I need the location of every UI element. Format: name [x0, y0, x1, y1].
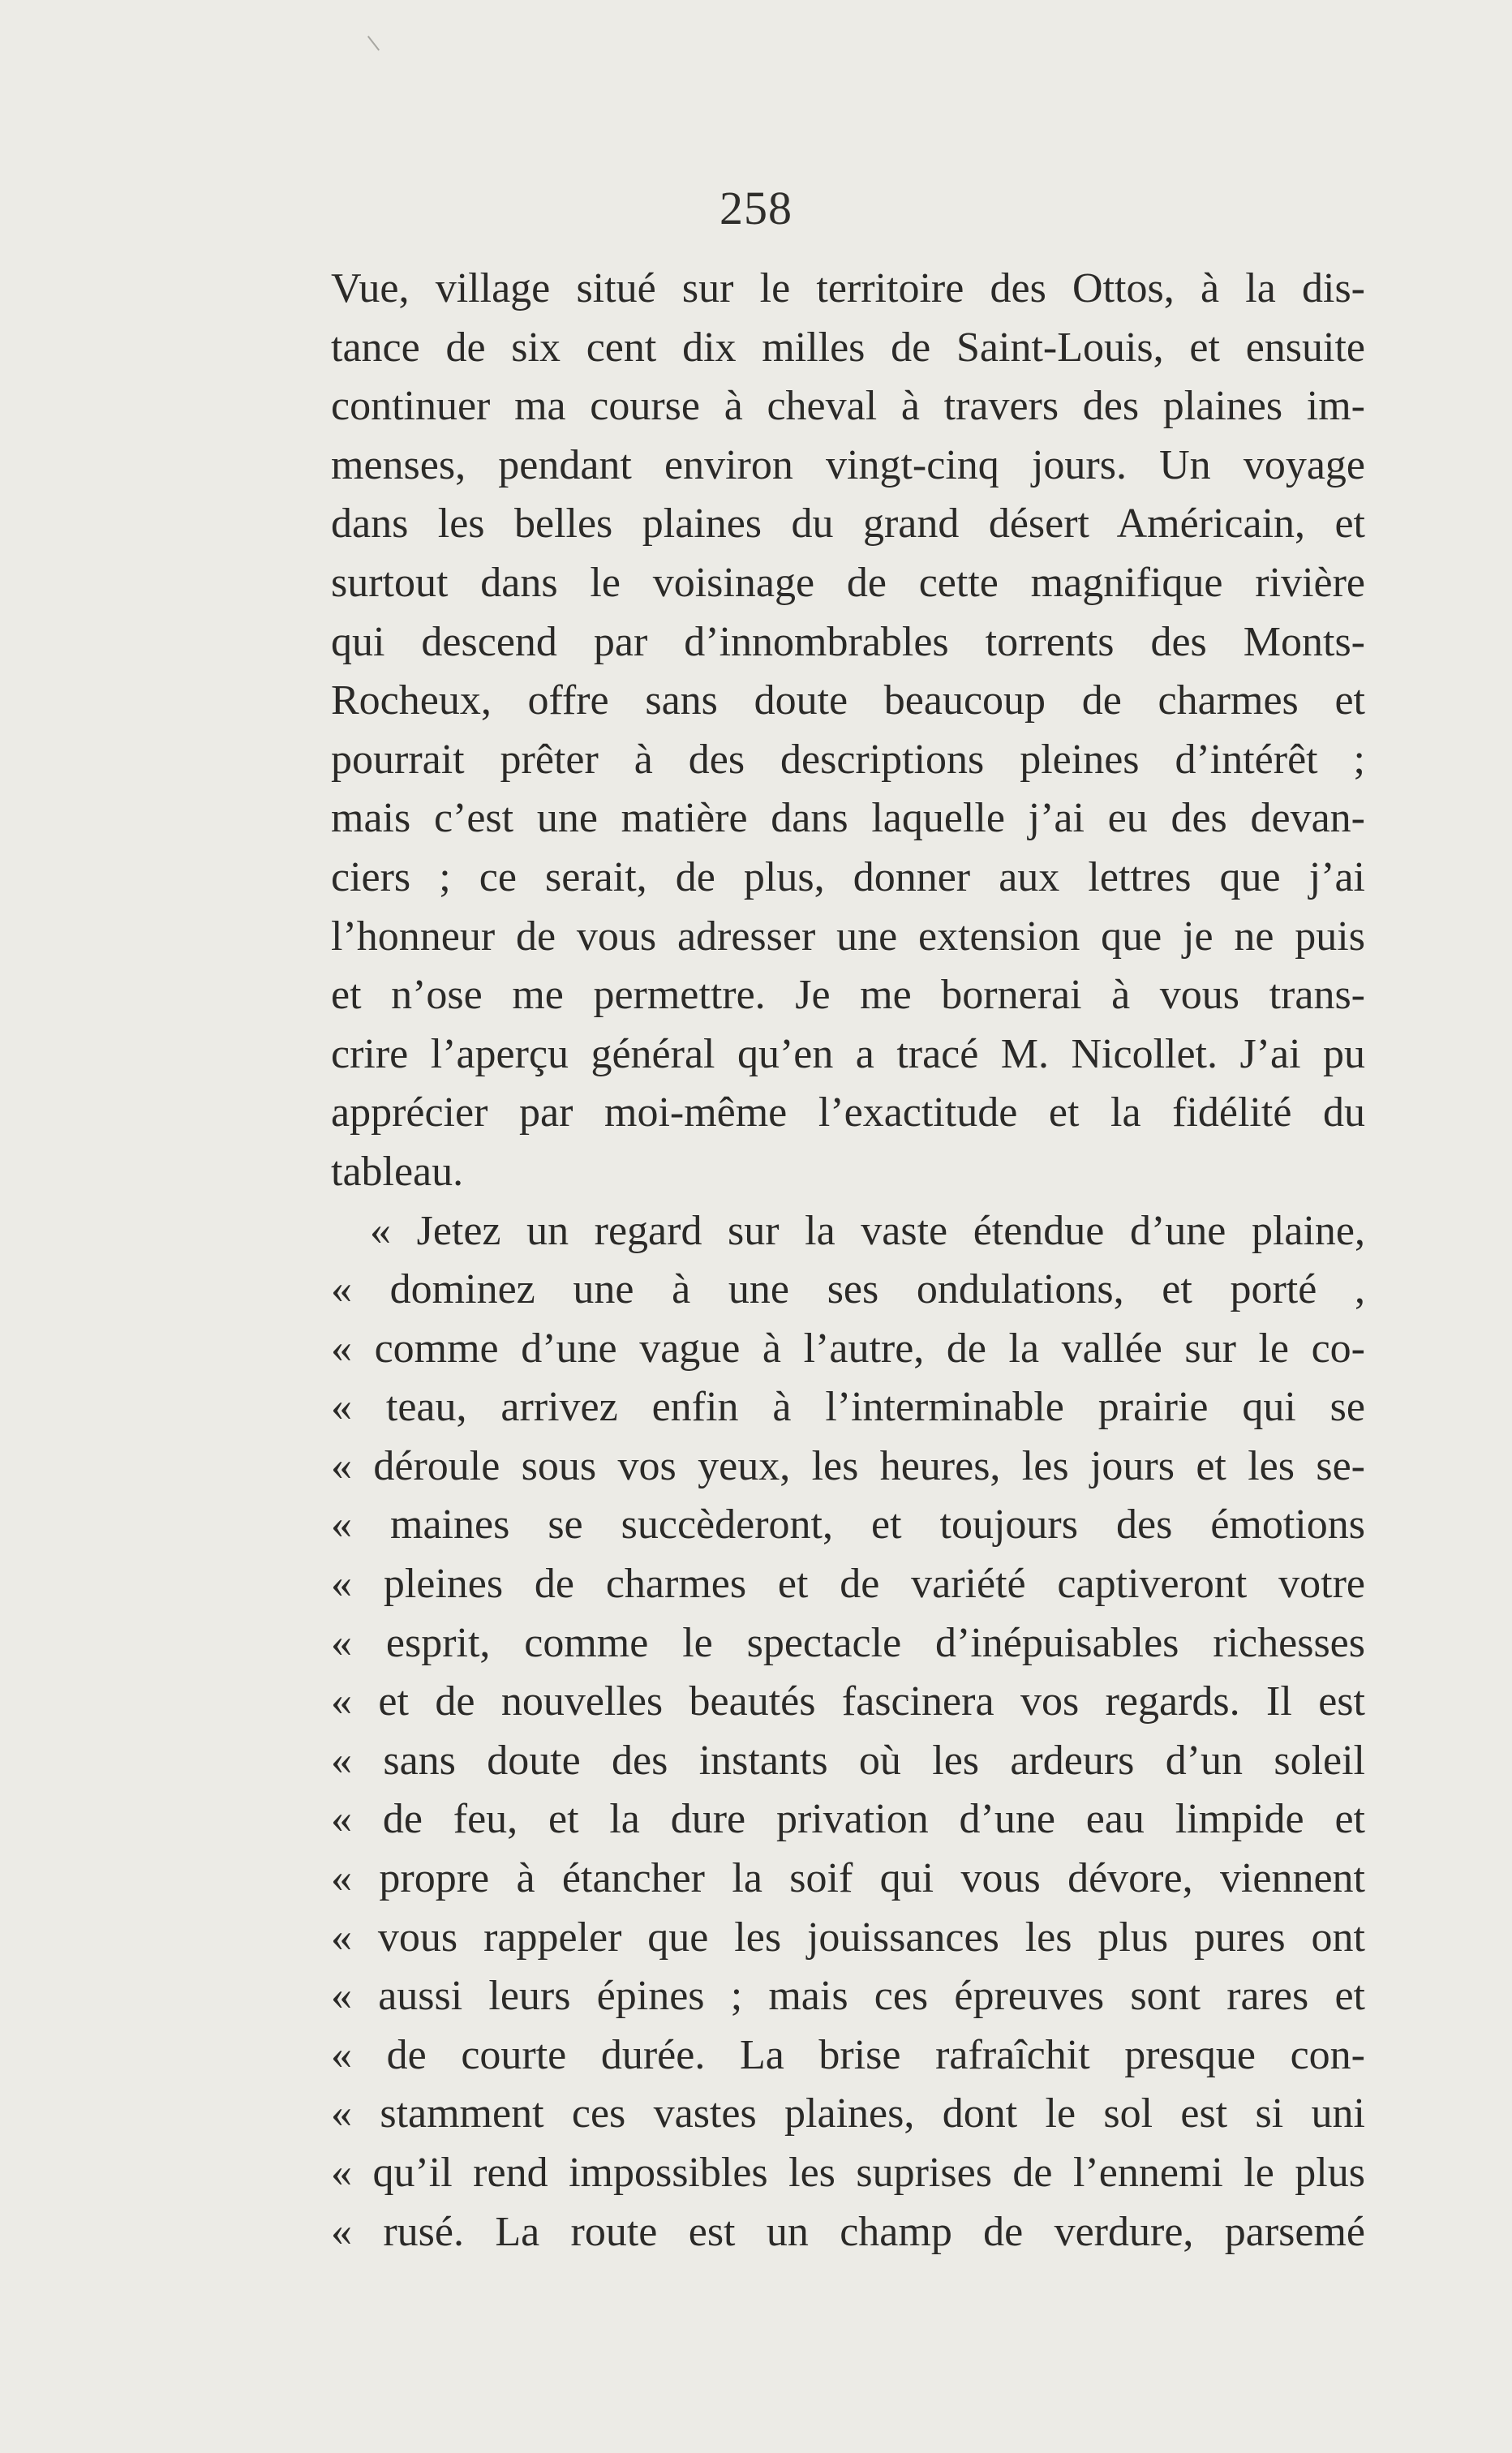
text-line: apprécier par moi-même l’exactitude et la fidélité du [331, 1089, 1365, 1136]
quote-line: « de courte durée. La brise rafraîchit presque con- [331, 2031, 1365, 2078]
quote-line: « pleines de charmes et de variété captiveront votre [331, 1561, 1365, 1608]
text-line: dans les belles plaines du grand désert Américain, et [331, 500, 1365, 548]
quote-line: « propre à étancher la soif qui vous dévore, viennent [331, 1855, 1365, 1902]
text-line: et n’ose me permettre. Je me bornerai à vous trans- [331, 972, 1365, 1019]
paragraph-end-line: tableau. [331, 1148, 464, 1195]
text-line: continuer ma course à cheval à travers des plaines im- [331, 383, 1365, 430]
quote-first-line: « Jetez un regard sur la vaste étendue d’une plaine, [370, 1207, 1365, 1254]
text-line: ciers ; ce serait, de plus, donner aux lettres que j’ai [331, 853, 1365, 900]
quote-line: « aussi leurs épines ; mais ces épreuves sont rares et [331, 1973, 1365, 2020]
text-line: pourrait prêter à des descriptions pleines d’intérêt ; [331, 736, 1365, 783]
quote-line: « et de nouvelles beautés fascinera vos regards. Il est [331, 1678, 1365, 1725]
quote-line: « déroule sous vos yeux, les heures, les jours et les se- [331, 1442, 1365, 1489]
quote-line: « sans doute des instants où les ardeurs d’un soleil [331, 1737, 1365, 1784]
text-line: l’honneur de vous adresser une extension que je ne puis [331, 913, 1365, 960]
quote-line: « maines se succèderont, et toujours des émotions [331, 1501, 1365, 1549]
text-line: Rocheux, offre sans doute beaucoup de charmes et [331, 677, 1365, 724]
quote-line: « qu’il rend impossibles les suprises de l’ennemi le plus [331, 2150, 1365, 2196]
quote-line: « vous rappeler que les jouissances les plus pures ont [331, 1914, 1365, 1961]
quote-line: « stamment ces vastes plaines, dont le sol est si uni [331, 2090, 1365, 2137]
text-line: crire l’aperçu général qu’en a tracé M. Nicollet. J’ai pu [331, 1030, 1365, 1077]
quote-line: « de feu, et la dure privation d’une eau limpide et [331, 1796, 1365, 1843]
text-line: qui descend par d’innombrables torrents des Monts- [331, 618, 1365, 665]
page-number: 258 [719, 182, 793, 234]
text-line: menses, pendant environ vingt-cinq jours. Un voyage [331, 441, 1365, 488]
text-line: Vue, village situé sur le territoire des Ottos, à la dis- [331, 265, 1365, 311]
text-line: tance de six cent dix milles de Saint-Louis, et ensuite [331, 324, 1365, 371]
text-line: mais c’est une matière dans laquelle j’ai eu des devan- [331, 795, 1365, 842]
quote-line: « comme d’une vague à l’autre, de la vallée sur le co- [331, 1325, 1365, 1372]
quote-line: « dominez une à une ses ondulations, et porté , [331, 1266, 1365, 1313]
text-line: surtout dans le voisinage de cette magnifique rivière [331, 559, 1365, 606]
quote-line: « rusé. La route est un champ de verdure, parsemé [331, 2208, 1365, 2255]
page-corner-mark [367, 28, 389, 50]
body-text [331, 260, 1365, 2262]
quote-line: « teau, arrivez enfin à l’interminable prairie qui se [331, 1384, 1365, 1431]
quote-line: « esprit, comme le spectacle d’inépuisables richesses [331, 1619, 1365, 1666]
